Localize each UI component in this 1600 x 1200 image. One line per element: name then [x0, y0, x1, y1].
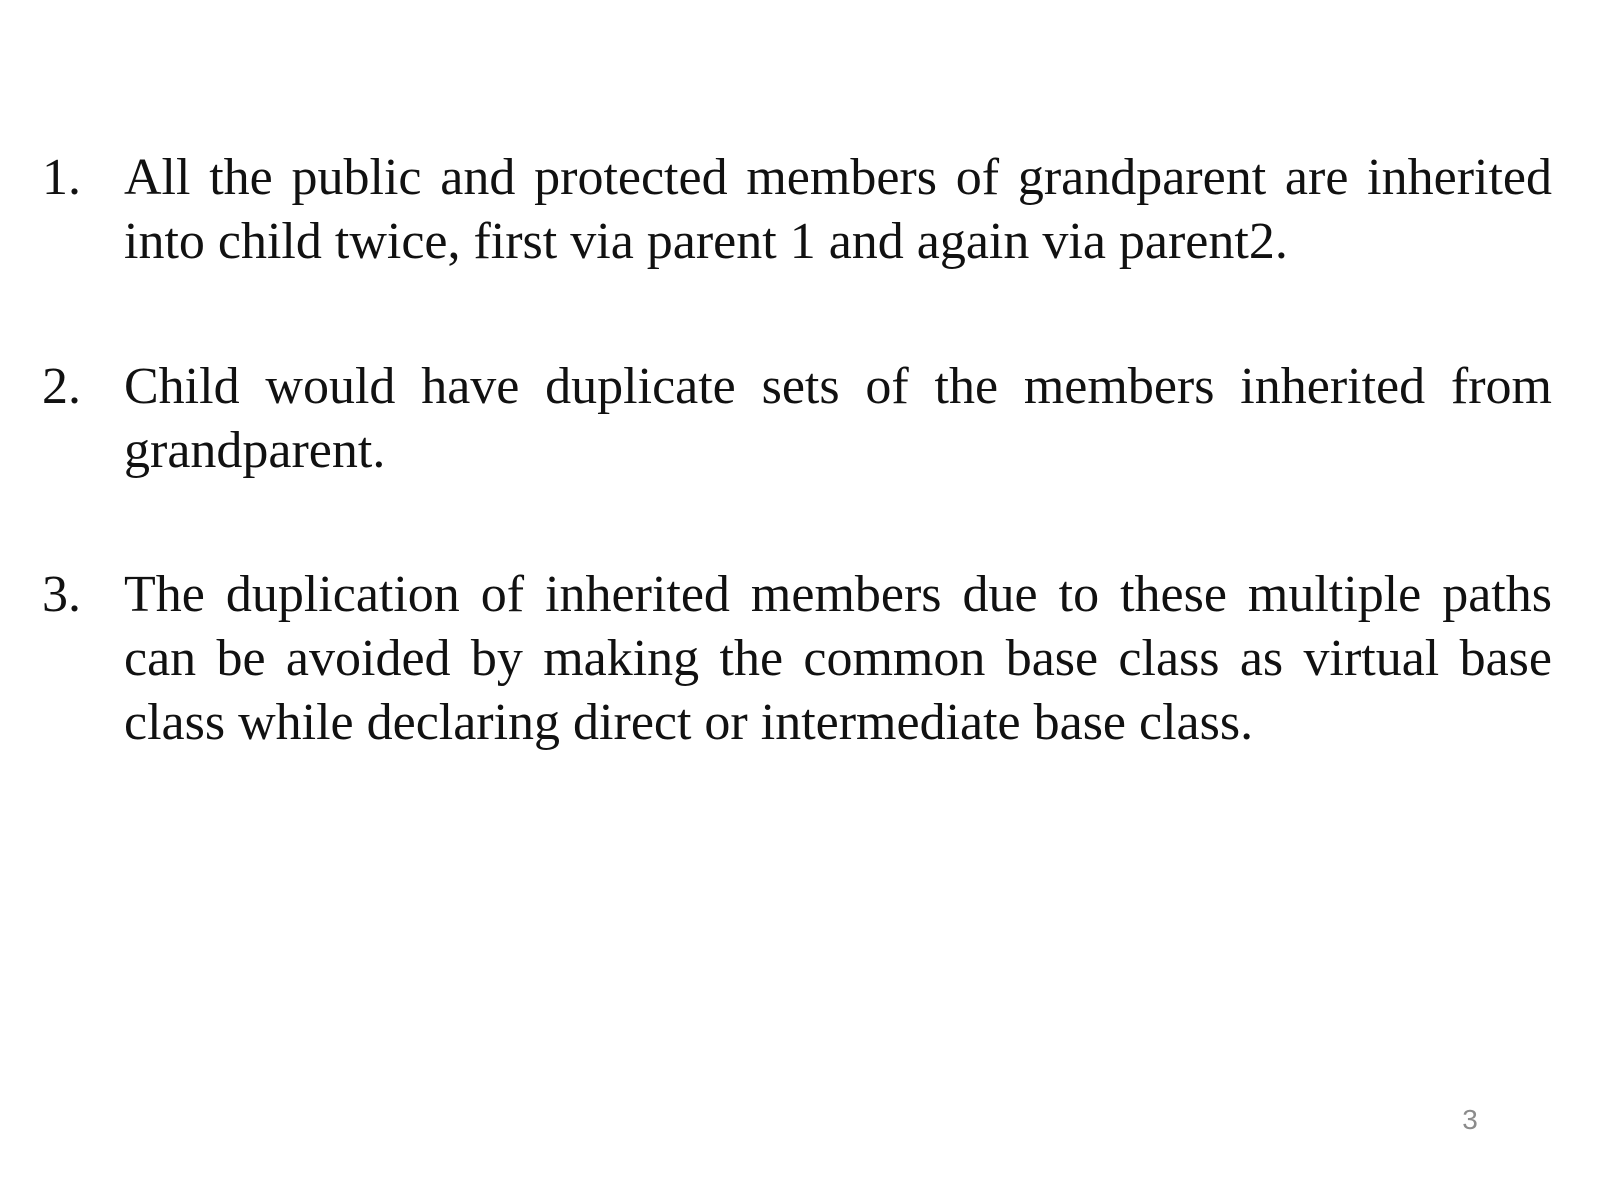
list-item-number: 1. — [42, 149, 81, 206]
list-item-text: The duplication of inherited members due to these multiple paths can be avoided by making the common base class as virtual base class while declaring direct or intermediate base class. — [124, 566, 1552, 751]
page-number: 3 — [1462, 1104, 1478, 1135]
list-item — [42, 563, 1552, 755]
list-item-text: Child would have duplicate sets of the members inherited from grandparent. — [124, 358, 1552, 479]
list-item-text: All the public and protected members of grandparent are inherited into child twice, first via parent 1 and again via parent2. — [124, 149, 1552, 270]
list-item — [42, 146, 1552, 274]
list-item — [42, 355, 1552, 483]
list-item-number: 3. — [42, 566, 81, 623]
list-item-number: 2. — [42, 358, 81, 415]
